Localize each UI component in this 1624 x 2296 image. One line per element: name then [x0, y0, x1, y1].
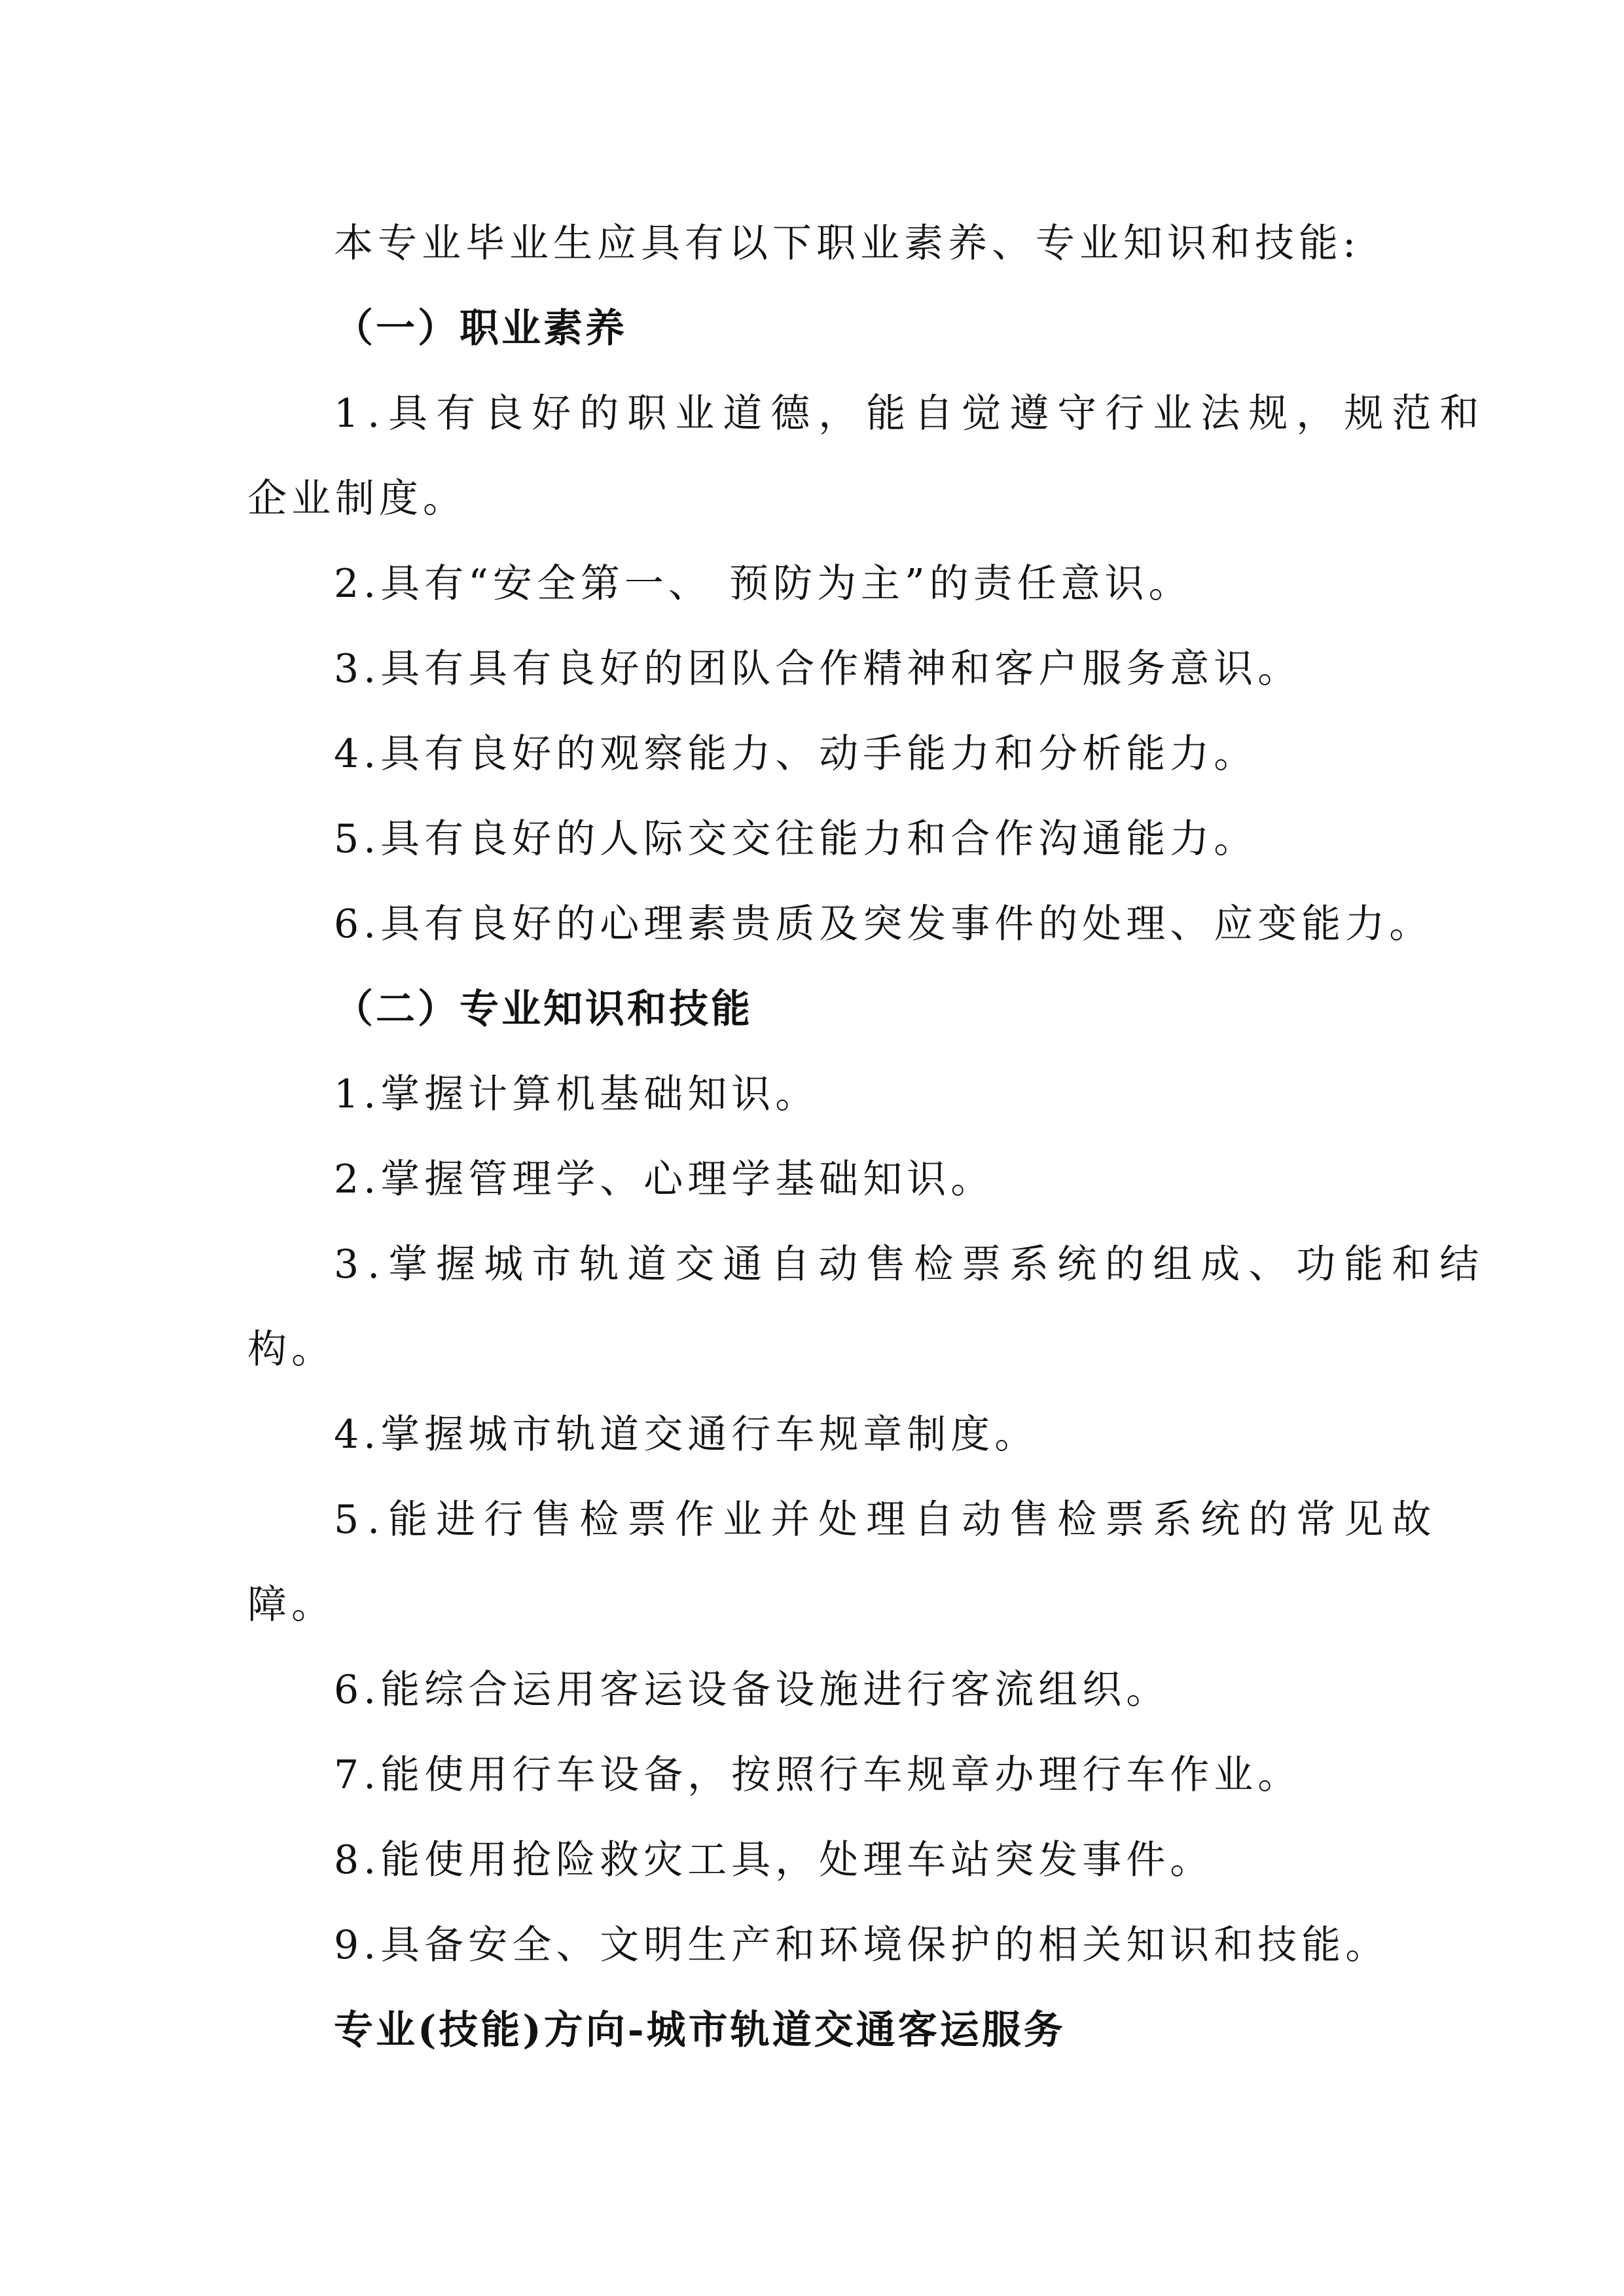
- skill-item-5-line-2: 障。: [247, 1582, 335, 1628]
- skill-item-3-line-2: 构。: [247, 1327, 335, 1372]
- quality-item-6: 6.具有良好的心理素贵质及突发事件的处理、应变能力。: [334, 901, 1434, 947]
- quality-item-2: 2.具有“安全第一、 预防为主”的责任意识。: [334, 561, 1193, 607]
- skill-item-3-line-1: 3.掌握城市轨道交通自动售检票系统的组成、功能和结: [334, 1242, 1488, 1287]
- skill-item-9: 9.具备安全、文明生产和环境保护的相关知识和技能。: [334, 1922, 1390, 1968]
- quality-item-1-line-2: 企业制度。: [247, 476, 467, 522]
- skill-item-7: 7.能使用行车设备，按照行车规章办理行车作业。: [334, 1752, 1302, 1798]
- quality-item-4: 4.具有良好的观察能力、动手能力和分析能力。: [334, 731, 1258, 777]
- quality-item-1-line-1: 1.具有良好的职业道德，能自觉遵守行业法规，规范和: [334, 391, 1488, 437]
- skill-item-5-line-1: 5.能进行售检票作业并处理自动售检票系统的常见故: [334, 1497, 1440, 1543]
- skill-item-2: 2.掌握管理学、心理学基础知识。: [334, 1157, 995, 1202]
- skill-item-6: 6.能综合运用客运设备设施进行客流组织。: [334, 1667, 1170, 1713]
- quality-item-5: 5.具有良好的人际交交往能力和合作沟通能力。: [334, 816, 1258, 862]
- skill-item-8: 8.能使用抢险救灾工具，处理车站突发事件。: [334, 1837, 1214, 1883]
- intro-paragraph: 本专业毕业生应具有以下职业素养、专业知识和技能:: [334, 221, 1361, 266]
- direction-heading: 专业(技能)方向-城市轨道交通客运服务: [334, 2007, 1066, 2053]
- skill-item-4: 4.掌握城市轨道交通行车规章制度。: [334, 1412, 1039, 1458]
- quality-item-3: 3.具有具有良好的团队合作精神和客户服务意识。: [334, 646, 1302, 692]
- skill-item-1: 1.掌握计算机基础知识。: [334, 1071, 820, 1117]
- section-heading-professional-quality: （一）职业素养: [334, 306, 627, 351]
- section-heading-knowledge-skills: （二）专业知识和技能: [334, 986, 753, 1032]
